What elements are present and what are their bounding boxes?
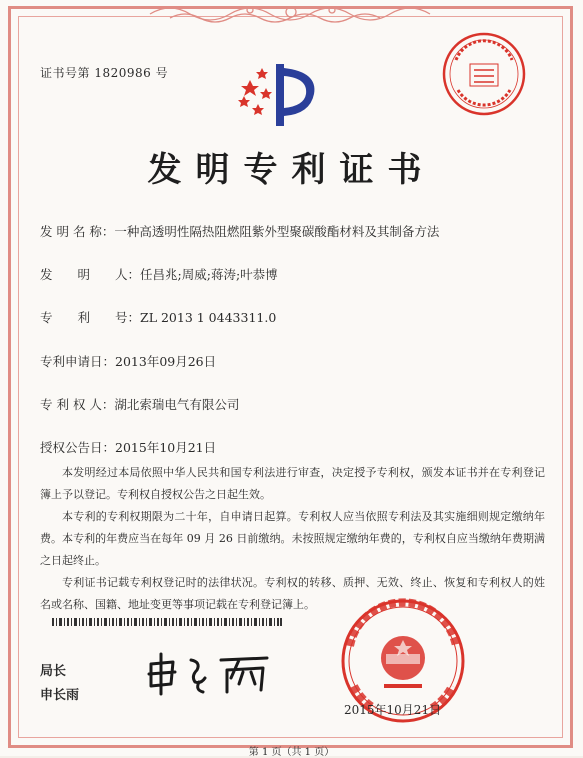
body-paragraph: 专利证书记载专利权登记时的法律状况。专利权的转移、质押、无效、终止、恢复和专利权人的姓名或名称、国籍、地址变更等事项记载在专利登记簿上。 [40, 576, 545, 611]
certificate-title: 发明专利证书 [147, 150, 436, 190]
agency-seal-stamp-icon [440, 30, 528, 118]
certificate-body [40, 462, 545, 616]
body-paragraph: 本专利的专利权期限为二十年，自申请日起算。专利权人应当依照专利法及其实施细则规定缴纳年费。本专利的年费应当在每年 09 月 26 日前缴纳。未按照规定缴纳年费的，专利权自应当缴纳年费期满之日起终止。 [40, 510, 545, 567]
grant-date-field: 授权公告日：2015年10月21日 [40, 440, 217, 455]
patentee-field: 专 利 权 人：湖北索瑞电气有限公司 [40, 397, 240, 412]
signatory-name: 申长雨 [40, 688, 80, 703]
invention-name-field: 发 明 名 称：一种高透明性隔热阻燃阻紫外型聚碳酸酯材料及其制备方法 [40, 224, 440, 239]
patent-number-field: 专 利 号：ZL 2013 1 0443311.0 [40, 310, 277, 325]
top-ornament-icon [0, 0, 583, 26]
issue-date: 2015年10月21日 [344, 703, 442, 717]
page-number: 第 1 页（共 1 页） [248, 747, 335, 758]
certificate-number: 证书号第 1820986 号 [40, 66, 169, 80]
handwritten-signature-icon [143, 650, 278, 698]
barcode-icon [52, 618, 282, 626]
inventor-field: 发 明 人：任昌兆;周威;蒋涛;叶恭博 [40, 267, 278, 282]
application-date-field: 专利申请日：2013年09月26日 [40, 354, 217, 369]
patent-office-logo-icon [236, 60, 326, 130]
signatory-title: 局长 [40, 664, 67, 679]
body-paragraph: 本发明经过本局依照中华人民共和国专利法进行审查，决定授予专利权，颁发本证书并在专利登记簿上予以登记。专利权自授权公告之日起生效。 [40, 466, 545, 501]
